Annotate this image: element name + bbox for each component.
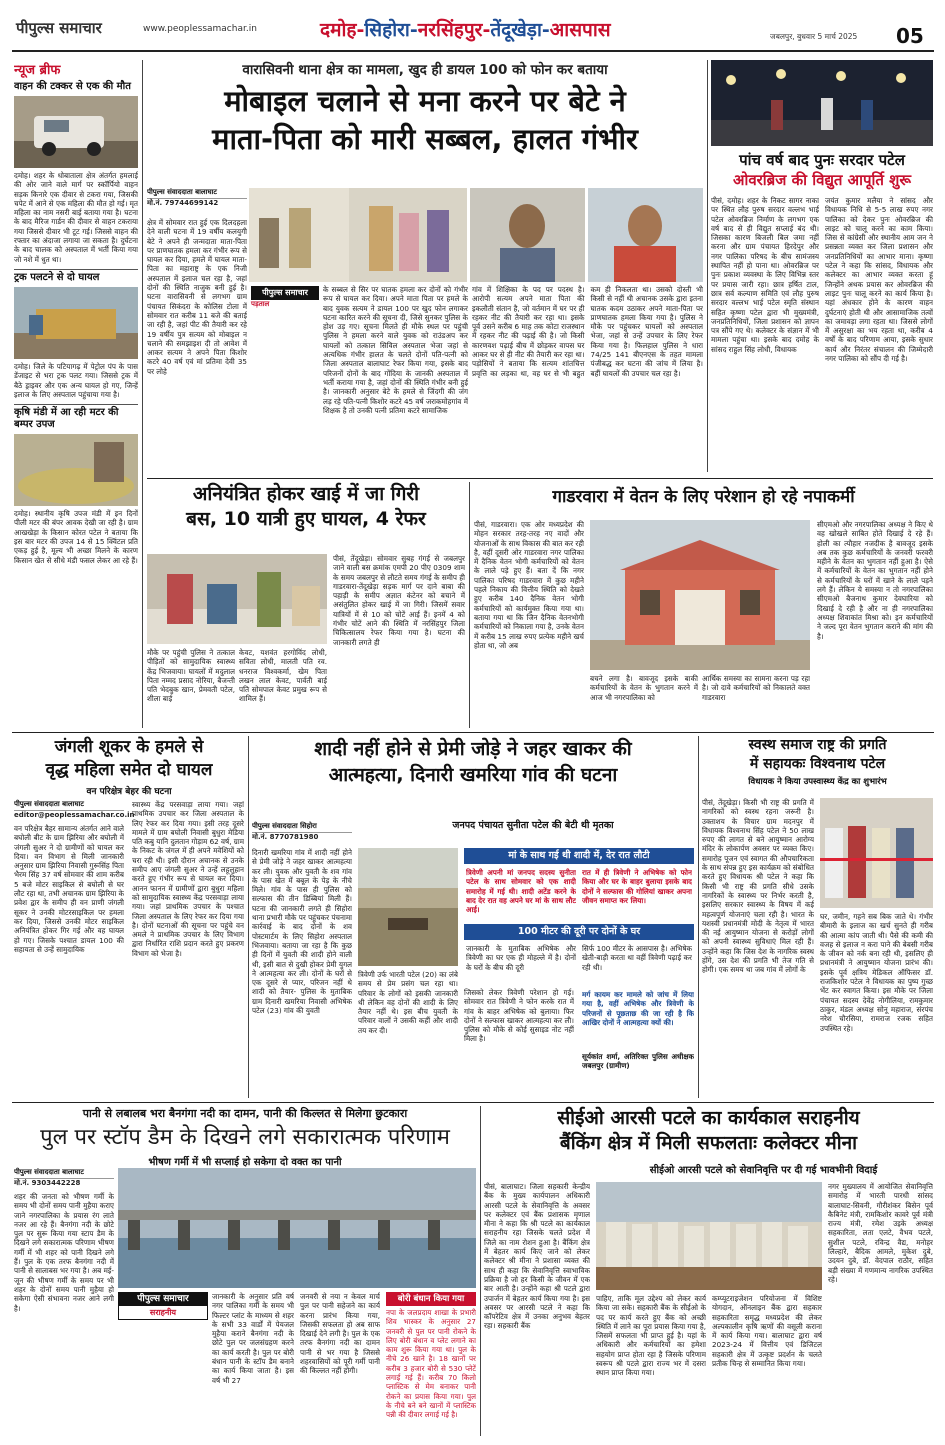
inauguration-photo	[820, 798, 933, 908]
boar-email[interactable]: editor@peoplessamachar.co.in	[14, 811, 135, 819]
ceo-headline-1: सीईओ आरसी पटले का कार्यकाल सराहनीय	[557, 1107, 860, 1129]
health-headline-2: में सहायकः विश्वनाथ पटेल	[749, 756, 886, 772]
couple-box1-b: रात में ही त्रिवेणी ने अभिषेक को फोन किया और घर के बाहर बुलाया इसके बाद दोनों ने सल्फास की गोलियां खाकर अपना जीवन समाप्त कर लिया।	[582, 868, 692, 905]
flyover-headline-2: ओवरब्रिज की विद्युत आपूर्ति शुरू	[732, 171, 912, 189]
lead-headline-1: मोबाइल चलाने से मना करने पर बेटे ने	[224, 84, 626, 118]
lead-photo-police	[249, 188, 467, 282]
boar-col-2: स्वास्थ्य केंद्र परसवाड़ा लाया गया। जहां प्राथमिक उपचार कर जिला अस्पताल के लिए रेफर कर दिया गया। इसी तरह दूसरे मामले में ग्राम बघोली निवासी बुधुरा मेडिया पति कबु यानि दुलतान गोड़ाम 62 वर्ष, ग्राम के निकट के जंगल में ही अपने मवेशियों को चरा रही थी। इसी दौरान अचानक से उनके समीप आए जंगली सुअर ने उन्हें लहूलुहान करते हुए गंभीर रूप से घायल कर दिया। आनन फानन में ग्रामीणों द्वारा बुधुरा महिला को सामुदायिक स्वास्थ्य केंद्र परसवाड़ा लाया गया। जहां प्राथमिक उपचार के पश्चात जिला अस्पताल के लिए रेफर कर दिया गया है। दोनों घटनाओं की सूचना पर पहुंचे वन अमले ने प्राथमिक उपचार के लिए विभाग द्वारा निर्धारित राशि प्रदान करते हुए प्रकरण विभाग को भेजा है।	[132, 800, 244, 958]
lead-byline	[147, 188, 247, 208]
masthead-website[interactable]: www.peoplessamachar.in	[143, 24, 257, 34]
brief-title-3: कृषि मंडी में आ रही मटर की बम्पर उपज	[14, 404, 138, 431]
ceo-col-2: पाहिए, ताकि मूल उद्देश्य को लेकर कार्य किया जा सके। सहकारी बैंक के सीईओ के पद पर कार्य करते हुए बैंक को अच्छी स्थिति में लाने का पूरा प्रयास किया गया है, जिसमें सफलता भी प्राप्त हुई है। यहां के अधिकारी और कर्मचारियों का हमेशा सहयोग प्राप्त होता रहा है जिसके परिणाम स्वरूप श्री पटले द्वारा राज्य भर में दसरा स्थान प्राप्त किया गया।	[596, 1294, 706, 1378]
brief-title-2: ट्रक पलटने से दो घायल	[14, 269, 138, 284]
gadarwara-caption-col: बचने लगा है। बावजूद इसके बाकी कर्मचारियों के वेतन के भुगतान करने में आज भी नगरपालिका को	[590, 674, 698, 702]
dam-story	[14, 1106, 476, 1436]
page-number: 05	[896, 24, 924, 48]
lead-col-1: क्षेत्र में सोमवार रात हुई एक दिलदहला देने वाली घटना में 19 वर्षीय कलयुगी बेटे ने अपने ही जन्मदाता माता-पिता पर प्राणघातक हमला कर गंभीर रूप से घायल कर दिया, हमले में घायल माता-पिता का महाराष्ट्र के एक निजी अस्पताल में इलाज चल रहा है, जहां दोनों की स्थिति नाजुक बनी हुई है। घटना वारासिवनी से लगभग ग्राम पंचायत सिकंदरा के कोलिस टोला में सोमवार रात करीब 11 बजे की बताई जा रही है, जहां पीट की तैयारी कर रहे 19 वर्षीय पुत्र सत्यम को मोबाइल न चलाने की समझाइश दी तो आवेश में आकर सत्यम ने अपने पिता किशोर कटरे 40 वर्ष एवं मां प्रतिमा देवी 35 पर लोहे	[147, 218, 247, 376]
father-portrait	[470, 188, 585, 282]
dam-box-title: बोरी बंधान किया गया	[386, 1292, 476, 1306]
lead-col-3: गांव में शिक्षिका के पद पर पदस्थ है। आरोपी सत्यम अपने माता पिता की इकलौती संतान है, जो वर्तमान में घर पर ही रहकर नीट की तैयारी कर रहा था। इसके पूर्व उसने करीब 6 माह तक कोटा राजस्थान में रहकर नीट की पढ़ाई की है। जो किसी कारणवश पढ़ाई बीच में छोड़कर वापस घर आकर घर से ही नीट की तैयारी कर रहा था। पड़ोसियों ने बताया कि सत्यम शांतचित्त प्रवृत्ति का लड़का था, वह घर से भी बहुत कम ही निकलता था। उसको दोस्ती भी किसी से नहीं थी अचानक उसके द्वारा इतना घातक कदम उठाकर अपने माता-पिता पर प्राणघातक हमला किया गया है। पुलिस ने मौके पर पहुंचकर घायलों को अस्पताल भेजा, जहां से उन्हें उपचार के लिए रेफर किया गया है। फिलहाल पुलिस ने धारा 74/25 141 बीएनएस के तहत मामला पंजीबद्ध कर घटना की जांच में लिया है। बहीं घायलों की उपचार चल रहा है।	[472, 285, 703, 378]
couple-box2-title: 100 मीटर की दूरी पर दोनों के घर	[464, 924, 694, 940]
brief-photo-3	[14, 434, 138, 506]
ceo-deck: सीईओ आरसी पटले को सेवानिवृत्ति पर दी गई भावभीनी विदाई	[649, 1165, 878, 1176]
flyover-col-2: जयंत कुमार मलैया ने सांसद और विधायक निधि से 5-5 लाख रुपए नगर पालिका को देकर पुनः ओवरब्रिज की लाइट को चालू करने का काम किया। जिस से कांग्रेसी और स्थानीय आम जन ने प्रसन्नता व्यक्त कर जिला प्रशासन और जनप्रतिनिधियों का आभार माना। कृष्णा पटेल ने कहा कि सांसद, विधायक और कलेक्टर का आभार व्यक्त करता हूं जिन्होंने अथक प्रयास कर ओवरब्रिज की लाइट पुनः चालू करने का कार्य किया है। यहां अंधकार होने के कारण वाहन दुर्घटनाएं होती थी और आसामाजिक तत्वों का जमावड़ा लगा रहता था। जिससे लोगों में असुरक्षा का भय रहता था, करीब 4 वर्षों के बाद परिणाम आया, इसके सुधार कार्य और निरंतर संचालन की जिम्मेदारी नगर पालिका को सौंप दी गई है।	[825, 196, 933, 364]
dam-kicker: पानी से लबालब भरा बैनगंगा नदी का दामन, पानी की किल्लत से मिलेगा छुटकारा	[82, 1107, 408, 1120]
lead-mobile: मो.नं. 79744699142	[147, 199, 219, 207]
boar-col-1: वन परिक्षेत्र बैहर सामान्य अंतर्गत आने वाले बघोली बीट के ग्राम झिरिया और बघोली में जंगली सुअर ने दो ग्रामीणों को घायल कर दिया। वन विभाग से मिली जानकारी अनुसार ग्राम झिरिया निवासी गुरूसिंह पिता भैरम सिंह 37 वर्ष सोमवार की शाम करीब 5 बजे मोटर साइकिल से बघोली से घर लौट रहा था, तभी अचानक ग्राम झिरिया के प्रवेश द्वार के समीप ही वन प्राणी जंगली सूकर ने उनकी मोटरसाइकिल पर हमला कर दिया, जिससे उनकी मोटर साइकिल अनियंत्रित होकर गिर गई और वह घायल हो गए। जिसके पश्चात डायल 100 की सहायता से उन्हें सामुदायिक	[14, 824, 124, 954]
health-photo	[820, 798, 933, 908]
section-part-narsinghpur: नरसिंहपुर-	[417, 19, 491, 41]
lead-stamp-brand: पीपुल्स समाचार	[262, 288, 308, 297]
couple-col-3: जिसको लेकर त्रिवेणी परेशान हो गई। सोमवार रात त्रिवेणी ने फोन करके रात में गांव के बाहर अभिषेक को बुलाया। फिर दोनों ने सल्फास खाकर आत्महत्या कर ली। पुलिस को मौके से कोई सुसाइड नोट नहीं मिला है।	[464, 988, 574, 1044]
brief-body-2: दमोह। जिले के पटियागढ़ में पेट्रोल पंप के पास डेंजाइट से भरा ट्रक पलट गया। जिससे ट्रक में बैठे ड्राइवर और एक अन्य घायल हो गए, जिन्हें इलाज के लिए अस्पताल पहुंचाया गया है।	[14, 361, 138, 399]
edition-date: जबलपुर, बुधवार 5 मार्च 2025	[770, 32, 858, 41]
dam-col-2: जानकारी के अनुसार प्रति वर्ष नगर पालिका गर्मी के समय भी फिल्टर प्लांट के माध्यम से शहर के सभी 33 वार्डों में पेयजल मुहैया कराने बैनगंगा नदी के छोटे पुल पर जलसंग्रहण करने का कार्य करती है। पुल पर बोरी बंधान पानी के स्टॉप डैम बनाने का कार्य किया जाता है। इस वर्ष भी 27	[212, 1292, 294, 1385]
flyover-story	[711, 60, 933, 472]
ceo-story	[484, 1106, 933, 1436]
rule-bottom	[12, 1102, 934, 1103]
lead-story	[147, 60, 703, 472]
flyover-lights-photo	[711, 60, 933, 146]
couple-headline-2: आत्महत्या, दिनारी खमरिया गांव की घटना	[328, 764, 618, 786]
dam-headline: पुल पर स्टॉप डैम के दिखने लगे सकारात्मक परिणाम	[40, 1125, 450, 1150]
flyover-photo	[711, 60, 933, 146]
couple-col-1: दिनारी खमरिया गांव में शादी नहीं होने से प्रेमी जोड़े ने जहर खाकर आत्महत्या कर ली। युवक और युवती के शव गांव के पास खेत में बबूल के पेड़ के नीचे मिले। गांव के पास ही पुलिस को सल्फास की तीन डिब्बियां मिली हैं। घटना की जानकारी लगते ही सिहोरा थाना प्रभारी मौके पर पहुंचकर पंचनामा कार्रवाई के बाद दोनों के शव पोस्टमार्टम के लिए सिहोरा अस्पताल भिजवाया। बताया जा रहा है कि कुछ ही दिनों में युवती की शादी होने वाली थी, इसी बात से दुखी होकर प्रेमी युगल ने आत्महत्या कर ली। दोनों के घरों से एक दूसरे से प्यार, परिजन नहीं थे शादी को तैयार- पुलिस के मुताबिक ग्राम दिनारी खमरिया निवासी अभिषेक पटेल (23) गांव की युवती	[252, 848, 352, 1016]
section-part-aaspaas: आसपास	[549, 19, 611, 41]
lead-headline-2: माता-पिता को मारी सब्बल, हालत गंभीर	[212, 122, 638, 156]
brief-body-3: दमोह। स्थानीय कृषि उपज मंडी में इन दिनों पीली मटर की बंपर आवक देखी जा रही है। ग्राम आखखेड़ा के किसान कोरत पटेल ने बताया कि इस बार मटर की उपज 14 से 15 क्विंटल प्रति एकड़ हुई है, मूल्य भी अच्छा मिलने के कारण किसान खेत से सीधे मंडी फसल लेकर आ रहे हैं।	[14, 509, 138, 565]
rule-mid-2	[12, 732, 934, 733]
couple-photo	[358, 848, 458, 966]
bus-divider	[469, 482, 470, 728]
health-deck: विधायक ने किया उपस्वास्थ्य केंद्र का शुभारंभ	[748, 777, 887, 787]
health-col-2: घर, जमीन, गहने सब बिक जाते थे। गंभीर बीमारी के इलाज का खर्च सुनते ही गरीब की आत्मा कांप जाती थी। पैसे की कमी की वजह से इलाज न करा पाने की बेबसी गरीब के जीवन को नर्क बना रही थी, इसलिए ही प्रधानमंत्री ने आयुष्मान योजना प्रारंभ की। इसके पूर्व क्षत्रिय मेडिकल ऑफिसर डॉ. राजकिशोर पटेल ने विधायक का पुष्प गुच्छ भेंट कर स्वागत किया। इस मौके पर जिला पंचायत सदस्य देवेंद्र नोगीलिया, रामकुमार ठाकुर, मंडल अध्यक्ष सोनू महाराज, संरपंच नरेश चौरसिया, रामराज रजक सहित उपस्थित रहे।	[820, 912, 933, 1033]
couple-quote-by: सूर्यकांत शर्मा, अतिरिक्त पुलिस अधीक्षक जबलपुर (ग्रामीण)	[582, 1052, 694, 1071]
news-brief-label: न्यूज ब्रीफ	[14, 63, 61, 78]
police-scene-photo	[249, 188, 467, 282]
dam-byline	[14, 1168, 114, 1188]
gadarwara-story	[474, 486, 933, 728]
dam-col-1: शहर की जनता को भीषण गर्मी के समय भी दोनों समय पानी मुहैया कराए जाने नगरपालिका के प्रयास रंग लाते नजर आ रहे हैं। बैनगंगा नदी के छोटे पुल पर सुरू किया गया स्टाप डैम के दिखने लगे सकारात्मक परिणाम भीषण गर्मी में भी शहर को पानी दिखने लगे हैं। पुल के एक तरफ बैनगंगा नदी में पानी से सालाबस भर गया है। अब मई-जून की भीषण गर्मी के समय पर भी शहर के दोनों समय पानी मुहैया हो सकेगा ऐसी संभावना नजर आने लगी है।	[14, 1192, 114, 1313]
dam-col-3: जनवरी से नया न केवल मार्च पुल पर पानी सहेजने का कार्य करना प्रारंभ किया गया, जिसकी सफलता हो अब साफ दिखाई देने लगी है। पुल के एक तरफ बैनगंगा नदी का दामन पानी से भर गया है जिससे शहरवासियों को पूरी गर्मी पानी की किल्लत नहीं होगी।	[300, 1292, 380, 1376]
health-col-1: पीसं, तेंदूखेड़ा। किसी भी राष्ट्र की प्रगति में नागरिकों को स्वस्थ रहना जरूरी है। उक्ताशय के विचार ग्राम मदनपुर में विधायक विश्वनाथ सिंह पटेल ने 50 लाख रुपए की लागत से बने आयुष्मान आरोग्य मंदिर के लोकार्पण अवसर पर व्यक्त किए। समारोह पूजन एवं स्वागत की औपचारिकता के साथ संपन्न हुए इस कार्यक्रम को संबोधित करते हुए विधायक श्री पटेल ने कहा कि किसी भी राष्ट्र की प्रगति सीधे उसके नागरिकों के स्वास्थ्य पर निर्भर करती है, इसलिए सरकार स्वास्थ्य के विषय में कई महत्वपूर्ण योजनाएं चला रही है। भारत के यशस्वी प्रधानमंत्री मोदी के नेतृत्व में भारत की नई आयुष्मान योजना से करोड़ों लोगों को अपनी स्वास्थ्य सुविधाएं मिल रही हैं। उन्होंने कहा कि जिस देश के नागरिक स्वस्थ होंगे, उस देश की प्रगति भी तेज गति से होगी। एक समय था जब गांव में लोगों के	[702, 798, 814, 975]
boar-byline	[14, 800, 135, 819]
bus-headline-2: बस, 10 यात्री हुए घायल, 4 रेफर	[186, 508, 426, 530]
boar-divider	[248, 736, 249, 1098]
masthead-rule	[12, 50, 934, 52]
ceo-headline-2: बैंकिंग क्षेत्र में मिली सफलताः कलेक्टर मीना	[559, 1132, 858, 1154]
ceo-col-1: पीसं, बालाघाट। जिला सहकारी केन्द्रीय बैंक के मुख्य कार्यपालन अधिकारी आरसी पटले के सेवानिवृत्ति के अवसर पर कलेक्टर एवं बैंक प्रशासक मृणाल मीना ने कहा कि श्री पटले का कार्यकाल सराहनीय रहा जिसके चलते प्रदेश में जिले का नाम रोशन हुआ है। बैंकिंग क्षेत्र में बेहतर कार्य किए जाने को लेकर कलेक्टर श्री मीना ने प्रशासा व्यक्त की साथ ही कहा कि सेवानिवृत्ति स्वाभाविक प्रक्रिया है जो हर किसी के जीवन में एक बार आती है। उन्होंने कहा श्री पटले द्वारा उपार्जन में बेहतर कार्य किया गया है। इस अवसर पर आरसी पटले ने कहा कि कॉपरेटिव क्षेत्र में उनका अनुभव बेहतर रहा। सहकारी बैंक	[484, 1182, 590, 1331]
dam-byline-text: पीपुल्स संवाददाता बालाघाट	[14, 1168, 114, 1179]
field-scene-photo	[358, 848, 458, 966]
injured-passengers-photo	[147, 554, 327, 644]
ceo-col-3: कम्प्यूटराइजेशन परियोजना में विशिष्ट योगदान, ऑनलाइन बैंक द्वारा सहकार सहकारिता समृद्ध मध्यप्रदेश की लेकर अल्पकालीन कृषि ऋणों की वसूली कराना में कार्य किया गया। बालाघाट द्वारा वर्ष 2023-24 में वित्तीय एवं डिजिटल सहकारी क्षेत्र में उत्कृष्ट प्रदर्शन के चलते प्रतीक चिन्ह से सम्मानित किया गया।	[712, 1294, 822, 1369]
gadarwara-col-1: पीसं, गाडरवारा। एक ओर मध्यप्रदेश की मोहन सरकार तरह-तरह नए वादों और योजनाओं के साथ विकास की बात कर रही है, वहीं दूसरी ओर गाडरवारा नगर पालिका में दैनिक वेतन भोगी कर्मचारियों को वेतन के लाले पड़े हुए हैं। बता दें कि नगर पालिका परिषद गाडरवारा में कुछ महीने पहले निकाय की वित्तीय स्थिति को देखते हुए करीब 140 दैनिक वेतन भोगी कर्मचारियों को कार्यमुक्त किया गया था। बताया गया था कि जिन दैनिक वेतनभोगी कर्मचारियों को निकाला गया है, उनके वेतन में करीब 15 लाख रुपए प्रत्येक महीने खर्च होता था, जो अब	[474, 520, 584, 650]
bus-col-2: मौके पर पहुंची पुलिस ने तत्काल पीड़ितों को सामुदायिक स्वास्थ्य केंद्र भिजवाया। घायलों में मदुलाल पिता नम्मद प्रसाद नोरिया, बैजन्ती पति भेदबुक खान, प्रेमवती पटेल, शीला बाई	[147, 648, 235, 704]
boar-story	[14, 736, 244, 1098]
bus-col-3: केवट, यशवंत हरगोविंद लोधी, सविता लोधी, मालती पति रव. धनराज विश्वकर्मा, खेम पिता लखन लाल केवट, पार्वती बाई पति सोमपाल केवट प्रमुख रूप से शामिल हैं।	[239, 648, 327, 704]
lead-stamp	[251, 286, 319, 300]
lead-photo-mother	[588, 188, 703, 282]
couple-box1-a: त्रिवेणी अपनी मां जनपद सदस्य सुनीता पटेल के साथ सोमवार को एक शादी समारोह में गई थी। शादी अटेंड करने के बाद देर रात वह अपने घर मां के साथ लौट आई।	[466, 868, 576, 915]
couple-deck: जनपद पंचायत सुनीता पटेल की बेटी थी मृतका	[452, 820, 614, 831]
section-part-damoh: दमोह-	[320, 19, 365, 41]
bridge-dam-photo	[118, 1168, 476, 1288]
logo-text: पीपुल्स समाचार	[16, 19, 102, 37]
flyover-headline-1: पांच वर्ष बाद पुनः सरदार पटेल	[739, 151, 905, 169]
health-headline-1: स्वस्थ समाज राष्ट्र की प्रगति	[748, 737, 887, 753]
ceo-col-4: नगर मुख्यालय में आयोजित सेवानिवृत्ति समारोह में भारती पारधी सांसद बालाघाट-सिवनी, गौरीशंकर बिसेन पूर्व कैबिनेट मंत्री, रामकिशोर कावरे पूर्व मंत्री राज्य मंत्री, रमेश उइके अध्यक्ष सहकारिता, लता एलटे, वैभव पटले, सुशील पटले, रविन्द्र वैद्य, मनोहर लिल्हारे, बैदिक आमले, मुकेश दुबे, उदयन दुबे, डॉ. वेदपाल राठौर, सहित बड़ी संख्या में गणमान्य नागरिक उपस्थित रहे।	[828, 1182, 933, 1284]
news-brief-divider	[142, 60, 143, 728]
lead-stamp-tag: पड़ताल	[251, 300, 270, 308]
couple-divider	[698, 736, 699, 1098]
overturned-truck-photo	[14, 287, 138, 359]
dam-photo	[118, 1168, 476, 1288]
couple-mobile: मो.नं. 8770781980	[252, 833, 319, 841]
bus-photo	[147, 554, 327, 644]
boar-headline-1: जंगली शूकर के हमले से	[54, 737, 204, 757]
bus-headline-1: अनियंत्रित होकर खाई में जा गिरी	[192, 483, 420, 505]
masthead	[0, 0, 945, 56]
lead-photo-father	[470, 188, 585, 282]
couple-box1-title: मां के साथ गई थी शादी में, देर रात लौटी	[464, 848, 694, 864]
dam-deck: भीषण गर्मी में भी सप्लाई हो सकेगा दो वक्त का पानी	[148, 1157, 342, 1168]
section-title	[320, 16, 611, 42]
lead-divider	[707, 60, 708, 472]
couple-box2-a: जानकारी के मुताबिक अभिषेक और त्रिवेणी का घर एक ही मोहल्ले में है। दोनों के घरों के बीच की दूरी	[466, 944, 576, 972]
couple-quote: मर्ग कायम कर मामले को जांच में लिया गया है, वहीं अभिषेक और त्रिवेणी के परिजनों से पूछताछ की जा रही है कि आखिर दोनों ने आत्महत्या क्यों की।	[582, 990, 694, 1027]
ceo-photo	[596, 1182, 822, 1290]
peas-mandi-photo	[14, 434, 138, 506]
couple-story	[252, 736, 694, 1098]
dam-box-body: नपा के जलप्रदाय शाखा के प्रभारी शिव भास्कर के अनुसार 27 जनवरी से पुल पर पानी रोकने के लिए बोरी बंधान व प्लेट लगाने का काम शुरू किया गया था। पुल के नीचे 26 खाने है। 18 खानों पर करीब 3 हजार बोरी से 530 प्लेटें लगाई गई हैं। करीब 70 किलो प्लास्टिक से मेम बनाकर पानी रोकने का प्रयास किया गया। पुल के नीचे बने बने खानों में प्लास्टिक पन्नी की दीवार लगाई गई है।	[386, 1308, 476, 1420]
boar-deck: वन परिक्षेत्र बेहर की घटना	[86, 787, 172, 797]
crashed-car-photo	[14, 96, 138, 168]
gadarwara-headline: गाडरवारा में वेतन के लिए परेशान हो रहे नपाकर्मी	[552, 487, 855, 507]
boar-headline-2: वृद्ध महिला समेत दो घायल	[45, 760, 213, 780]
lead-byline-text: पीपुल्स संवाददाता बालाघाट	[147, 188, 247, 199]
boar-byline-text: पीपुल्स संवाददाता बालाघाट	[14, 800, 124, 811]
dam-mobile: मो.नं. 9303442228	[14, 1179, 81, 1187]
brief-photo-2	[14, 287, 138, 359]
bus-story	[147, 482, 465, 728]
gadarwara-col-3: सीएमओ और नगरपालिका अध्यक्ष ने किए थे वह खोखले साबित होते दिखाई दे रहे हैं। होली का त्यौहार नजदीक है बावजूद इसके अब तक कुछ कर्मचारियों के जनवरी फरवरी महीने के वेतन का भुगतान नहीं हुआ है। ऐसे में कर्मचारियों के वेतन का भुगतान नहीं होने से कर्मचारियों के घरों में खाने के लाले पड़ने लगे हैं। लेकिन ये समस्या न तो नगरपालिका सीएमओ बैजनाथ कुमार देवघारिया को दिखाई दे रही है और ना ही नगरपालिका अध्यक्ष शिवाकांत मिश्रा को। इन कर्मचारियों ने जल्द पूरा वेतन भुगतान कराने की मांग की है।	[817, 520, 933, 641]
gadarwara-photo	[590, 520, 810, 670]
section-part-sihora: सिहोरा-	[364, 19, 418, 41]
couple-byline	[252, 822, 352, 842]
health-story	[702, 736, 933, 1098]
section-part-tendukheda: तेंदूखेड़ा-	[490, 19, 550, 41]
masthead-logo	[16, 18, 102, 38]
dam-stamp-tag: सराहनीय	[149, 1308, 177, 1317]
rule-mid-1	[147, 478, 933, 479]
flyover-col-1: पीसं, दमोह। शहर के निकट सागर नाका पर स्थित लौह पुरुष सरदार वल्लभ भाई पटेल ओवरब्रिज निर्माण के लगभग एक वर्ष बाद से ही विद्युत सप्लाई बंद थी। जिसका कारण बिजली बिल जमा नहीं करना और ग्राम पंचायत हिरदेपुर और नगर पालिका परिषद के बीच सामंजस्य स्थापित नहीं हो पाना था। ओवरब्रिज पर पुनः प्रकाश व्यवस्था के लिए विभिन्न स्तर पर प्रयास जारी रहा। छात्र हर्षित टाल, छात्र सर्व कल्याण समिति एवं लौह पुरुष सरदार वल्लभ भाई पटेल स्मृति संस्थान सहित कृष्णा पटेल द्वारा भी मुख्यमंत्री, जनप्रतिनिधियों, जिला प्रशासन को ज्ञापन पत्र सौंपे गए थे। कलेक्टर के संज्ञान में भी मामला पहुंचा था। इसके बाद दमोह के सांसद राहुल सिंह लोधी, विधायक	[711, 196, 819, 354]
brief-body-1: दमोह। शहर के धोबाताला क्षेत्र अंतर्गत हमलाई की ओर जाने वाले मार्ग पर स्कॉर्पियो वाहन सड़क किनारे एक दीवार से टकरा गया, जिसकी चपेट में आने से एक महिला की मौत हो गई। मृत महिला का नाम नसरी बाई बताया गया है। घटना के बाद मैरिज गार्डन की दीवार से वाहन टकराया गया जिससे दीवार भी टूट गई। जिससे वाहन की रफ्तार का अंदाजा लगाया जा सकता है। दुर्घटना के बाद चालक को अस्पताल में भर्ती किया गया जो नशे में धुत था।	[14, 171, 138, 264]
couple-headline-1: शादी नहीं होने से प्रेमी जोड़े ने जहर खाकर की	[314, 738, 632, 760]
couple-byline-text: पीपुल्स संवाददाता सिहोरा	[252, 822, 352, 833]
dam-stamp	[118, 1292, 208, 1320]
municipal-office-photo	[590, 520, 810, 670]
farewell-ceremony-photo	[596, 1182, 822, 1290]
dam-stamp-brand: पीपुल्स समाचार	[119, 1293, 207, 1306]
bus-col-1: पीसं, तेंदूखेड़ा। सोमवार सुबह गंगई से जबलपुर जाने वाली बस क्रमांक एमपी 20 पीए 0309 शाम के समय जबलपुर से लौटते समय गंगई के समीप ही गाडरवारा-तेंदूखेड़ा सड़क मार्ग पर दाने बाबा की पहाड़ी के समीप अज्ञात कंटेनर को बचाने में असंतुलित होकर खाई में जा गिरी। जिसमें सवार यात्रियों में से 10 को चोटें आई हैं। इनमें 4 को गंभीर चोटें आने की स्थिति में नरसिंहपुर जिला चिकित्सालय रेफर किया गया है। घटना की जानकारी लगते ही	[333, 554, 465, 647]
lead-col-2: के सब्बल से सिर पर घातक हमला कर दोनों को गंभीर रूप से घायल कर दिया। अपने माता पिता पर हमले के बाद युवक सत्यम ने डायल 100 पर खुद फोन लगाकर घटना कारित करने की सूचना दी, जिसे सुनकर पुलिस के होश उड़ गए। सूचना मिलते ही मौके स्थल पर पहुंची पुलिस ने हमला करने वाले युवक को राउंडअप कर घायलों को तत्काल सिविल अस्पताल भेजा जहां से अत्यधिक गंभीर हालत के चलते दोनों पति-पत्नी को जिला अस्पताल बालाघाट रेफर किया गया, इसके बाद परिजनों दोनों के बाद गोंदिया के जानकी अस्पताल में भर्ती कराया गया है, जहां दोनों की स्थिति गंभीर बनी हुई है। जानकारी अनुसार बेटे के हमले से जिंदगी की जंग लड़ रहे पति-पत्नी किशोर कटरे 45 वर्ष जराकमोहगांव में शिक्षक है तो उनकी पत्नी प्रतिमा कटरे सामाजिक	[323, 285, 468, 415]
gadarwara-col-2: आर्थिक समस्या का सामना करना पड़ रहा है। जो दावे कर्मचारियों को निकालते वक्त गाडरवारा	[702, 674, 810, 702]
news-brief	[14, 60, 138, 728]
couple-box2-b: सिर्फ 100 मीटर के आसपास है। अभिषेक खेती-बाड़ी करता था वहीं त्रिवेणी पढ़ाई कर रही थी।	[582, 944, 692, 972]
mother-portrait	[588, 188, 703, 282]
brief-title-1: वाहन की टक्कर से एक की मौत	[14, 81, 131, 92]
dam-divider	[480, 1106, 481, 1436]
brief-photo-1	[14, 96, 138, 168]
lead-kicker: वारासिवनी थाना क्षेत्र का मामला, खुद ही डायल 100 को फोन कर बताया	[242, 62, 608, 78]
couple-col-2: त्रिवेणी उर्फ भारती पटेल (20) का लंबे समय से प्रेम प्रसंग चल रहा था। परिवार के लोगों को इसकी जानकारी थी लेकिन वह दोनों की शादी के लिए तैयार नहीं थे। इस बीच युवती के परिवार वालों ने उसकी कहीं और शादी तय कर दी।	[358, 970, 458, 1035]
